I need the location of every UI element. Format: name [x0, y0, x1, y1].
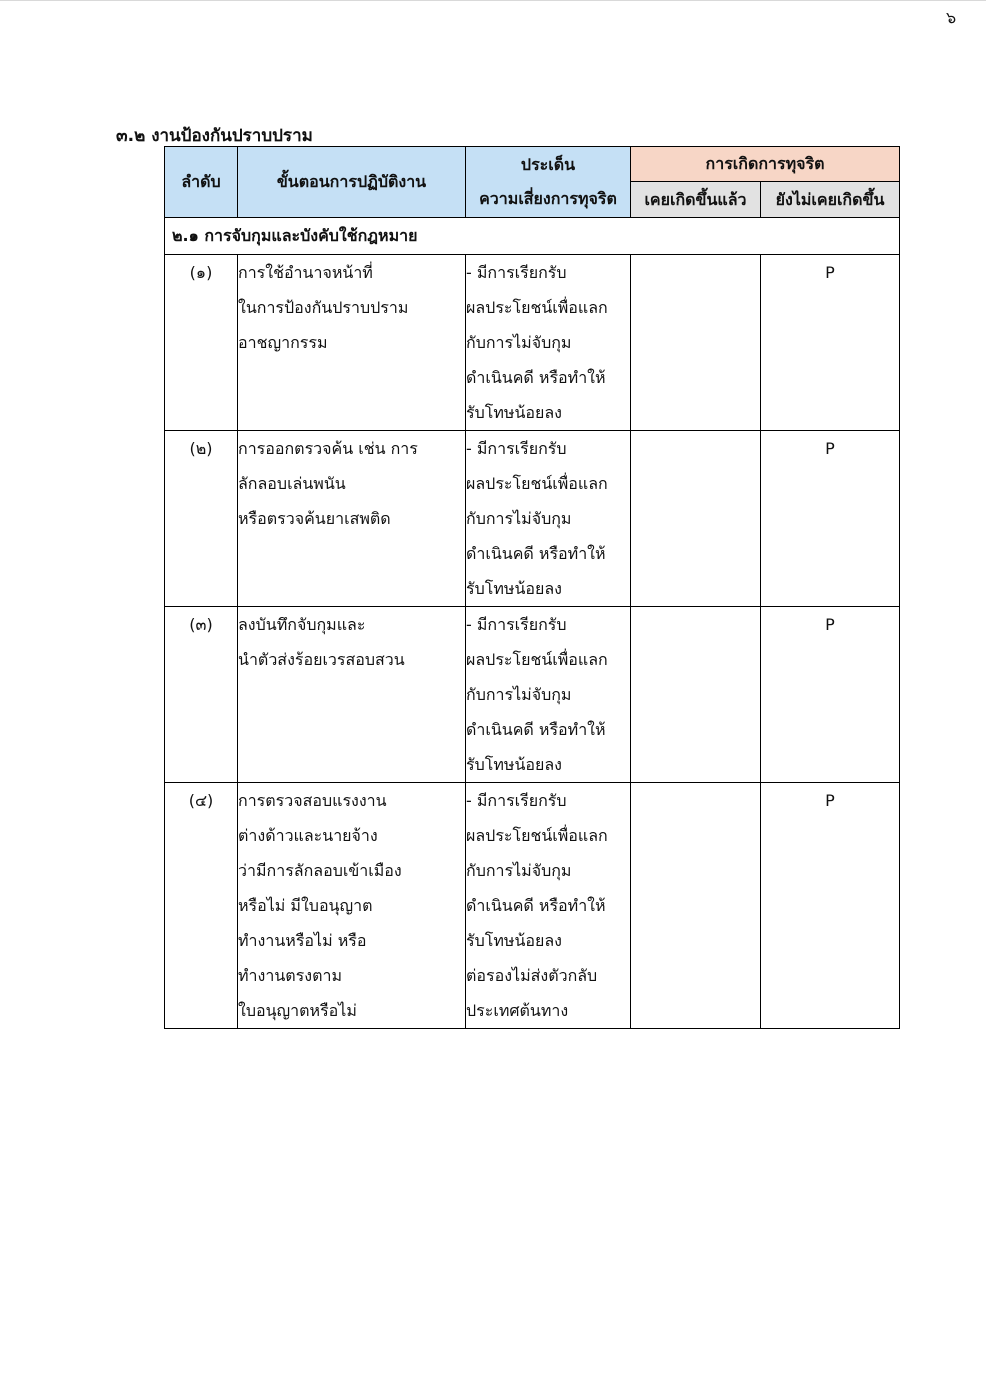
- step-line: ต่างด้าวและนายจ้าง: [238, 826, 378, 845]
- page-number: ๖: [946, 8, 957, 27]
- row-number: (๔): [165, 783, 238, 1029]
- risk-table: [164, 146, 900, 1029]
- risk-line: ดำเนินคดี หรือทำให้: [466, 368, 606, 387]
- row-not-occurred-mark: P: [761, 783, 900, 1029]
- row-occurred: [631, 255, 761, 431]
- header-risk: [466, 147, 631, 218]
- row-number: (๒): [165, 431, 238, 607]
- step-line: ทำงานตรงตาม: [238, 966, 342, 985]
- step-line: ว่ามีการลักลอบเข้าเมือง: [238, 861, 402, 880]
- step-line: การตรวจสอบแรงงาน: [238, 791, 387, 810]
- table-row: [165, 255, 900, 431]
- step-line: การออกตรวจค้น เช่น การ: [238, 439, 418, 458]
- header-not-occurred: ยังไม่เคยเกิดขึ้น: [761, 182, 900, 218]
- step-line: ลงบันทึกจับกุมและ: [238, 615, 366, 634]
- step-line: หรือตรวจค้นยาเสพติด: [238, 509, 391, 528]
- risk-line: รับโทษน้อยลง: [466, 403, 562, 422]
- row-step: [238, 431, 466, 607]
- row-risk: [466, 255, 631, 431]
- header-risk-line2: ความเสี่ยงการทุจริต: [479, 189, 617, 208]
- step-line: การใช้อำนาจหน้าที่: [238, 263, 373, 282]
- risk-line: รับโทษน้อยลง: [466, 579, 562, 598]
- risk-line: กับการไม่จับกุม: [466, 861, 572, 880]
- header-occurrence: การเกิดการทุจริต: [631, 147, 900, 182]
- risk-line: ผลประโยชน์เพื่อแลก: [466, 650, 608, 669]
- risk-line: ผลประโยชน์เพื่อแลก: [466, 826, 608, 845]
- row-step: [238, 783, 466, 1029]
- row-not-occurred-mark: P: [761, 255, 900, 431]
- step-line: ในการป้องกันปราบปราม: [238, 298, 409, 317]
- row-risk: [466, 431, 631, 607]
- row-occurred: [631, 783, 761, 1029]
- risk-line: - มีการเรียกรับ: [466, 263, 567, 282]
- table-row: [165, 783, 900, 1029]
- risk-line: - มีการเรียกรับ: [466, 791, 567, 810]
- row-number: (๓): [165, 607, 238, 783]
- table-row: [165, 431, 900, 607]
- row-step: [238, 607, 466, 783]
- step-line: ทำงานหรือไม่ หรือ: [238, 931, 367, 950]
- risk-line: ดำเนินคดี หรือทำให้: [466, 544, 606, 563]
- step-line: ลักลอบเล่นพนัน: [238, 474, 346, 493]
- row-occurred: [631, 607, 761, 783]
- row-number: (๑): [165, 255, 238, 431]
- risk-line: ผลประโยชน์เพื่อแลก: [466, 298, 608, 317]
- header-risk-line1: ประเด็น: [520, 155, 576, 174]
- header-step: ขั้นตอนการปฏิบัติงาน: [238, 147, 466, 218]
- risk-line: ประเทศต้นทาง: [466, 1001, 569, 1020]
- subsection-title: ๒.๑ การจับกุมและบังคับใช้กฎหมาย: [165, 218, 900, 255]
- row-risk: [466, 607, 631, 783]
- step-line: หรือไม่ มีใบอนุญาต: [238, 896, 373, 915]
- row-not-occurred-mark: P: [761, 607, 900, 783]
- risk-line: ผลประโยชน์เพื่อแลก: [466, 474, 608, 493]
- table-row: [165, 607, 900, 783]
- risk-line: ดำเนินคดี หรือทำให้: [466, 720, 606, 739]
- page-top-border: [0, 0, 986, 1]
- risk-line: รับโทษน้อยลง: [466, 755, 562, 774]
- risk-line: - มีการเรียกรับ: [466, 615, 567, 634]
- row-not-occurred-mark: P: [761, 431, 900, 607]
- risk-line: - มีการเรียกรับ: [466, 439, 567, 458]
- header-occurred: เคยเกิดขึ้นแล้ว: [631, 182, 761, 218]
- risk-line: รับโทษน้อยลง: [466, 931, 562, 950]
- header-no: ลำดับ: [165, 147, 238, 218]
- step-line: นำตัวส่งร้อยเวรสอบสวน: [238, 650, 405, 669]
- risk-line: ต่อรองไม่ส่งตัวกลับ: [466, 966, 598, 985]
- step-line: ใบอนุญาตหรือไม่: [238, 1001, 357, 1020]
- section-title: ๓.๒ งานป้องกันปราบปราม: [116, 126, 313, 146]
- row-step: [238, 255, 466, 431]
- risk-line: กับการไม่จับกุม: [466, 685, 572, 704]
- risk-line: กับการไม่จับกุม: [466, 333, 572, 352]
- risk-line: กับการไม่จับกุม: [466, 509, 572, 528]
- row-occurred: [631, 431, 761, 607]
- row-risk: [466, 783, 631, 1029]
- risk-line: ดำเนินคดี หรือทำให้: [466, 896, 606, 915]
- step-line: อาชญากรรม: [238, 333, 328, 352]
